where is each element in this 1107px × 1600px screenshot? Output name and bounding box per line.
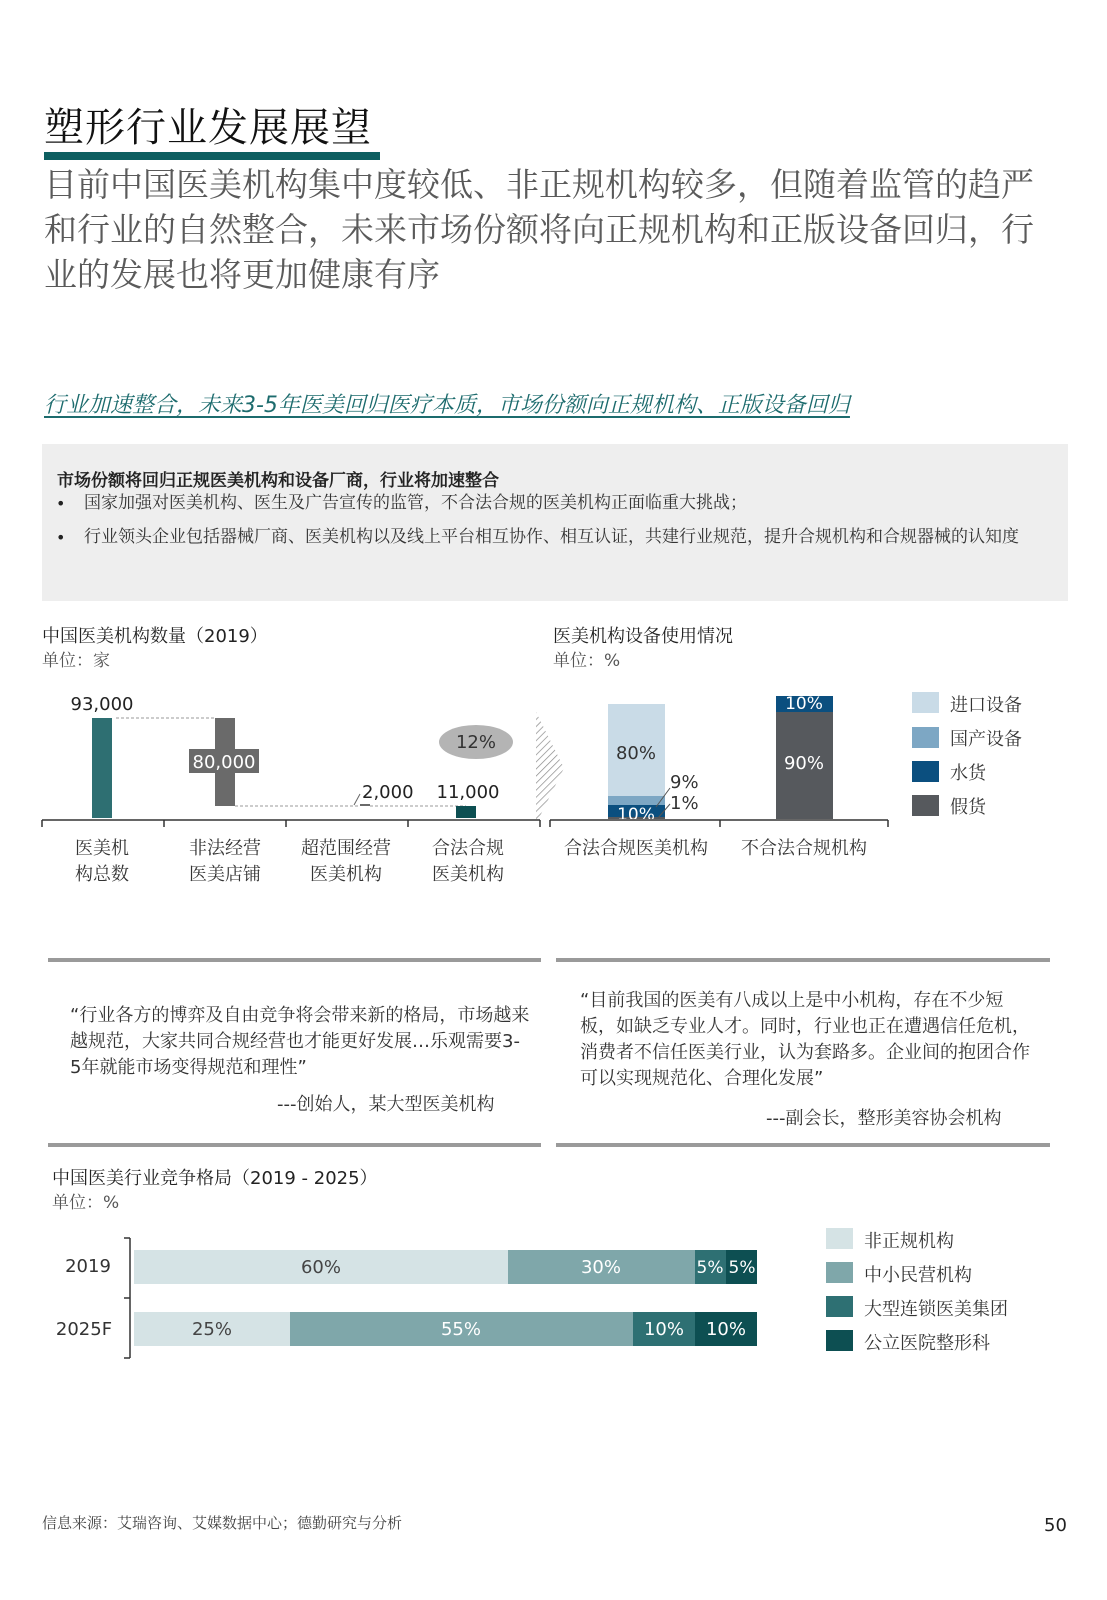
legend-label: 假货 [950,797,986,818]
legend-swatch [912,795,939,816]
bullet-symbol: • [56,494,66,513]
category-label: 2025F [55,1319,113,1340]
legend-label: 国产设备 [950,729,1022,750]
equipment-legend [910,690,1060,830]
quote-top-rule [556,958,1050,962]
quote-attribution: ---创始人，某大型医美机构 [277,1094,495,1115]
legend-swatch [912,761,939,782]
category-label: 合法合规医美机构 [564,838,708,859]
source-note: 信息来源：艾瑞咨询、艾媒数据中心；德勤研究与分析 [42,1514,403,1532]
segment-label: 80% [615,743,657,764]
category-label: 合法合规 [432,838,504,859]
chart-title: 中国医美机构数量（2019） [42,626,268,647]
bullet-symbol: • [56,528,66,547]
legend-label: 大型连锁医美集团 [864,1299,1008,1320]
legend-swatch [826,1228,853,1249]
label-leader-line [354,794,360,805]
value-label: 80,000 [192,752,256,773]
legend-swatch [912,727,939,748]
legend-swatch [826,1330,853,1351]
segment-label: 55% [440,1319,482,1340]
summary-bullet: 行业领头企业包括器械厂商、医美机构以及线上平台相互协作、相互认证，共建行业规范，提升合规机构和合规器械的认知度 [84,527,1019,547]
category-label: 超范围经营 [301,838,391,859]
summary-title: 市场份额将回归正规医美机构和设备厂商，行业将加速整合 [57,471,499,491]
quote-bottom-rule [48,1143,541,1147]
bar-legal-institutions [456,806,476,818]
legend-label: 水货 [950,763,986,784]
segment-label: 10% [785,696,823,714]
quote-text: “目前我国的医美有八成以上是中小机构，存在不少短板，如缺乏专业人才。同时，行业也正在遭遇信任危机，消费者不信任医美行业，认为套路多。企业间的抱团合作可以实现规范化、合理化发展” [580,990,1030,1089]
value-label: 11,000 [436,782,500,803]
segment-domestic [608,796,665,805]
value-label: 2,000 [362,782,414,803]
segment-label: 5% [696,1258,724,1278]
category-label: 医美机构 [432,864,504,885]
category-label: 非法经营 [189,838,261,859]
chart-unit: 单位：家 [42,651,110,671]
callout-label: 12% [455,732,497,753]
legend-label: 中小民营机构 [864,1265,972,1286]
segment-label: 25% [191,1319,233,1340]
page-subtitle: 目前中国医美机构集中度较低、非正规机构较多，但随着监管的趋严和行业的自然整合，未来市场份额将向正规机构和正版设备回归，行业的发展也将更加健康有序 [44,165,1034,294]
bar-total-institutions [92,718,112,818]
quote-bottom-rule [556,1143,1050,1147]
chart-unit: 单位：% [553,651,621,671]
segment-label: 10% [705,1319,747,1340]
legend-swatch [826,1296,853,1317]
section-heading: 行业加速整合，未来3-5年医美回归医疗本质，市场份额向正规机构、正版设备回归 [44,393,850,418]
equipment-stacked-chart [548,696,898,876]
category-label: 医美机 [75,838,129,859]
quote-text: “行业各方的博弈及自由竞争将会带来新的格局，市场越来越规范，大家共同合规经营也才能更好发展…乐观需要3-5年就能市场变得规范和理性” [70,1005,530,1078]
segment-label: 60% [300,1257,342,1278]
legend-swatch [912,692,939,713]
summary-bullet: 国家加强对医美机构、医生及广告宣传的监管，不合法合规的医美机构正面临重大挑战； [84,493,747,513]
legend-label: 进口设备 [950,695,1022,716]
segment-label: 90% [783,753,825,774]
legend-label: 非正规机构 [864,1231,954,1252]
competition-legend [826,1226,1066,1366]
segment-label: 10% [617,805,655,825]
segment-label: 30% [580,1257,622,1278]
page-number: 50 [1044,1515,1067,1536]
category-label: 医美机构 [310,864,382,885]
chart-title: 中国医美行业竞争格局（2019 - 2025） [52,1168,378,1189]
quote-top-rule [48,958,541,962]
bar-out-of-scope [360,804,370,806]
legend-swatch [826,1262,853,1283]
category-label: 不合法合规机构 [741,838,867,859]
category-label: 2019 [65,1256,111,1277]
segment-label: 9% [670,772,699,793]
segment-label: 10% [643,1319,685,1340]
institutions-waterfall-chart [36,688,546,903]
segment-label: 1% [670,793,699,814]
legend-label: 公立医院整形科 [864,1333,990,1354]
page-title: 塑形行业发展展望 [44,105,372,151]
category-label: 医美店铺 [189,864,261,885]
category-label: 构总数 [75,864,129,885]
quote-attribution: ---副会长，整形美容协会机构 [766,1108,1002,1129]
title-underline [44,152,380,160]
chart-title: 医美机构设备使用情况 [553,626,733,647]
chart-unit: 单位：% [52,1193,120,1213]
value-label: 93,000 [70,694,134,715]
segment-label: 5% [728,1258,756,1278]
competition-stacked-chart [50,1228,770,1368]
